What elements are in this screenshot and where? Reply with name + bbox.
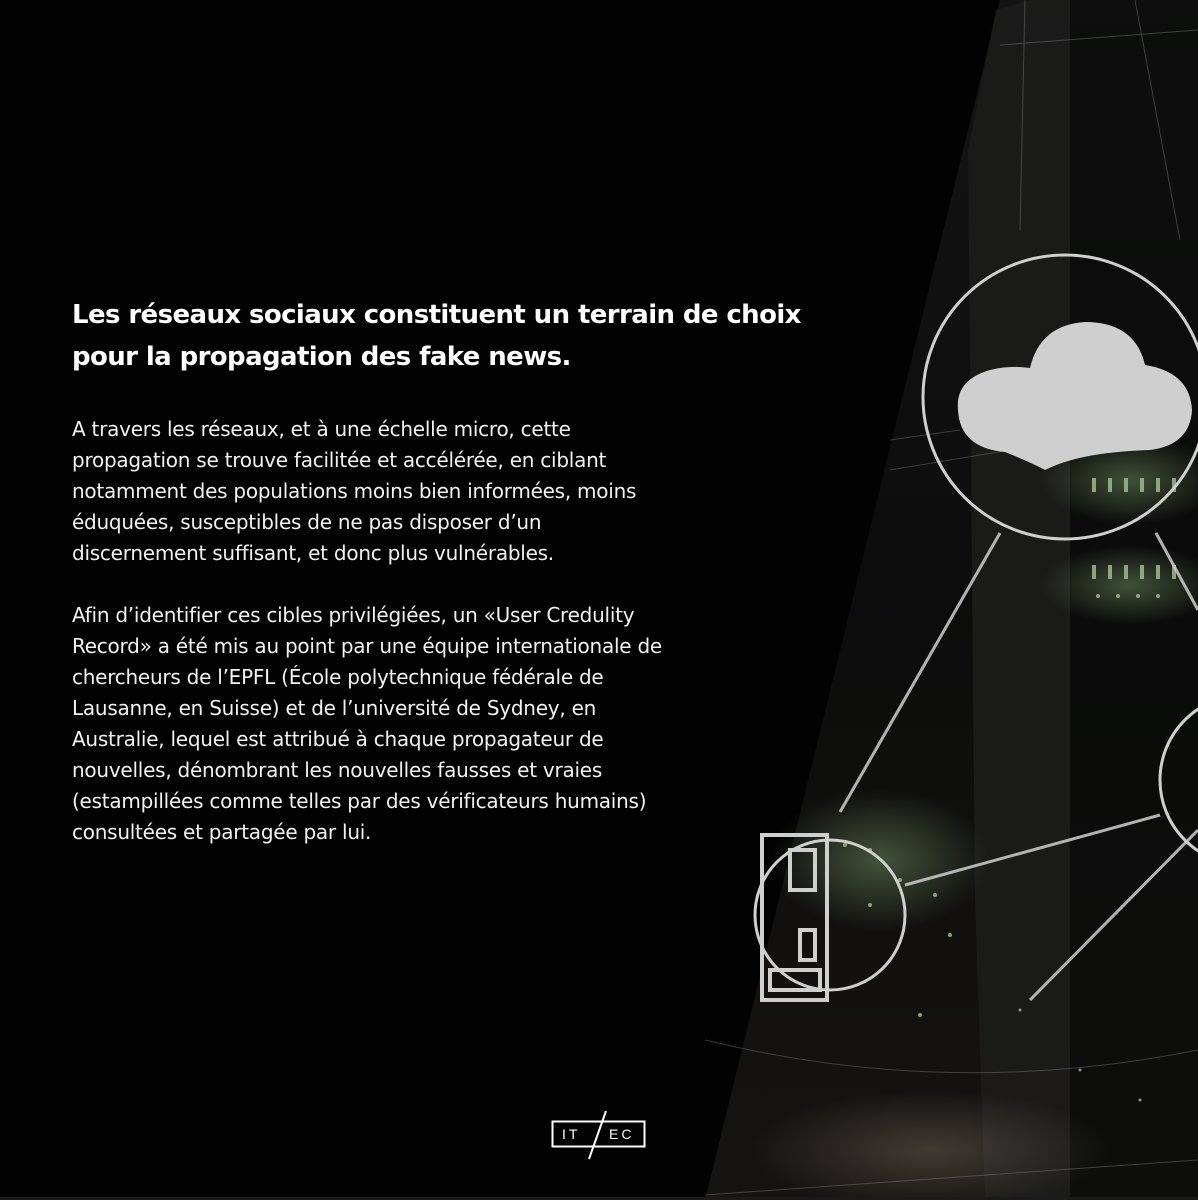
logo-right-text: EC <box>609 1126 635 1142</box>
headline-line-1: Les réseaux sociaux constituent un terrain de choix <box>72 300 801 330</box>
headline <box>72 294 872 378</box>
headline-line-2: pour la propagation des fake news. <box>72 342 571 372</box>
body-paragraph-2: Afin d’identifier ces cibles privilégiées, un «User Credulity Record» a été mis au point par une équipe internationale de chercheurs de l’EPFL (École polytechnique fédérale de Lausanne, en Suisse) et de l’université de Sydney, en Australie, lequel est attribué à chaque propagateur de nouvelles, dénombrant les nouvelles fausses et vraies (estampillées comme telles par des vérificateurs humains) consultées et partagée par lui. <box>72 603 662 844</box>
itec-logo <box>551 1109 647 1161</box>
logo-left-text: IT <box>562 1126 581 1142</box>
body-paragraph-1: A travers les réseaux, et à une échelle micro, cette propagation se trouve facilitée et accélérée, en ciblant notamment des populations moins bien informées, moins éduquées, susceptibles de ne pas disposer d’un discernement suffisant, et donc plus vulnérables. <box>72 417 637 565</box>
